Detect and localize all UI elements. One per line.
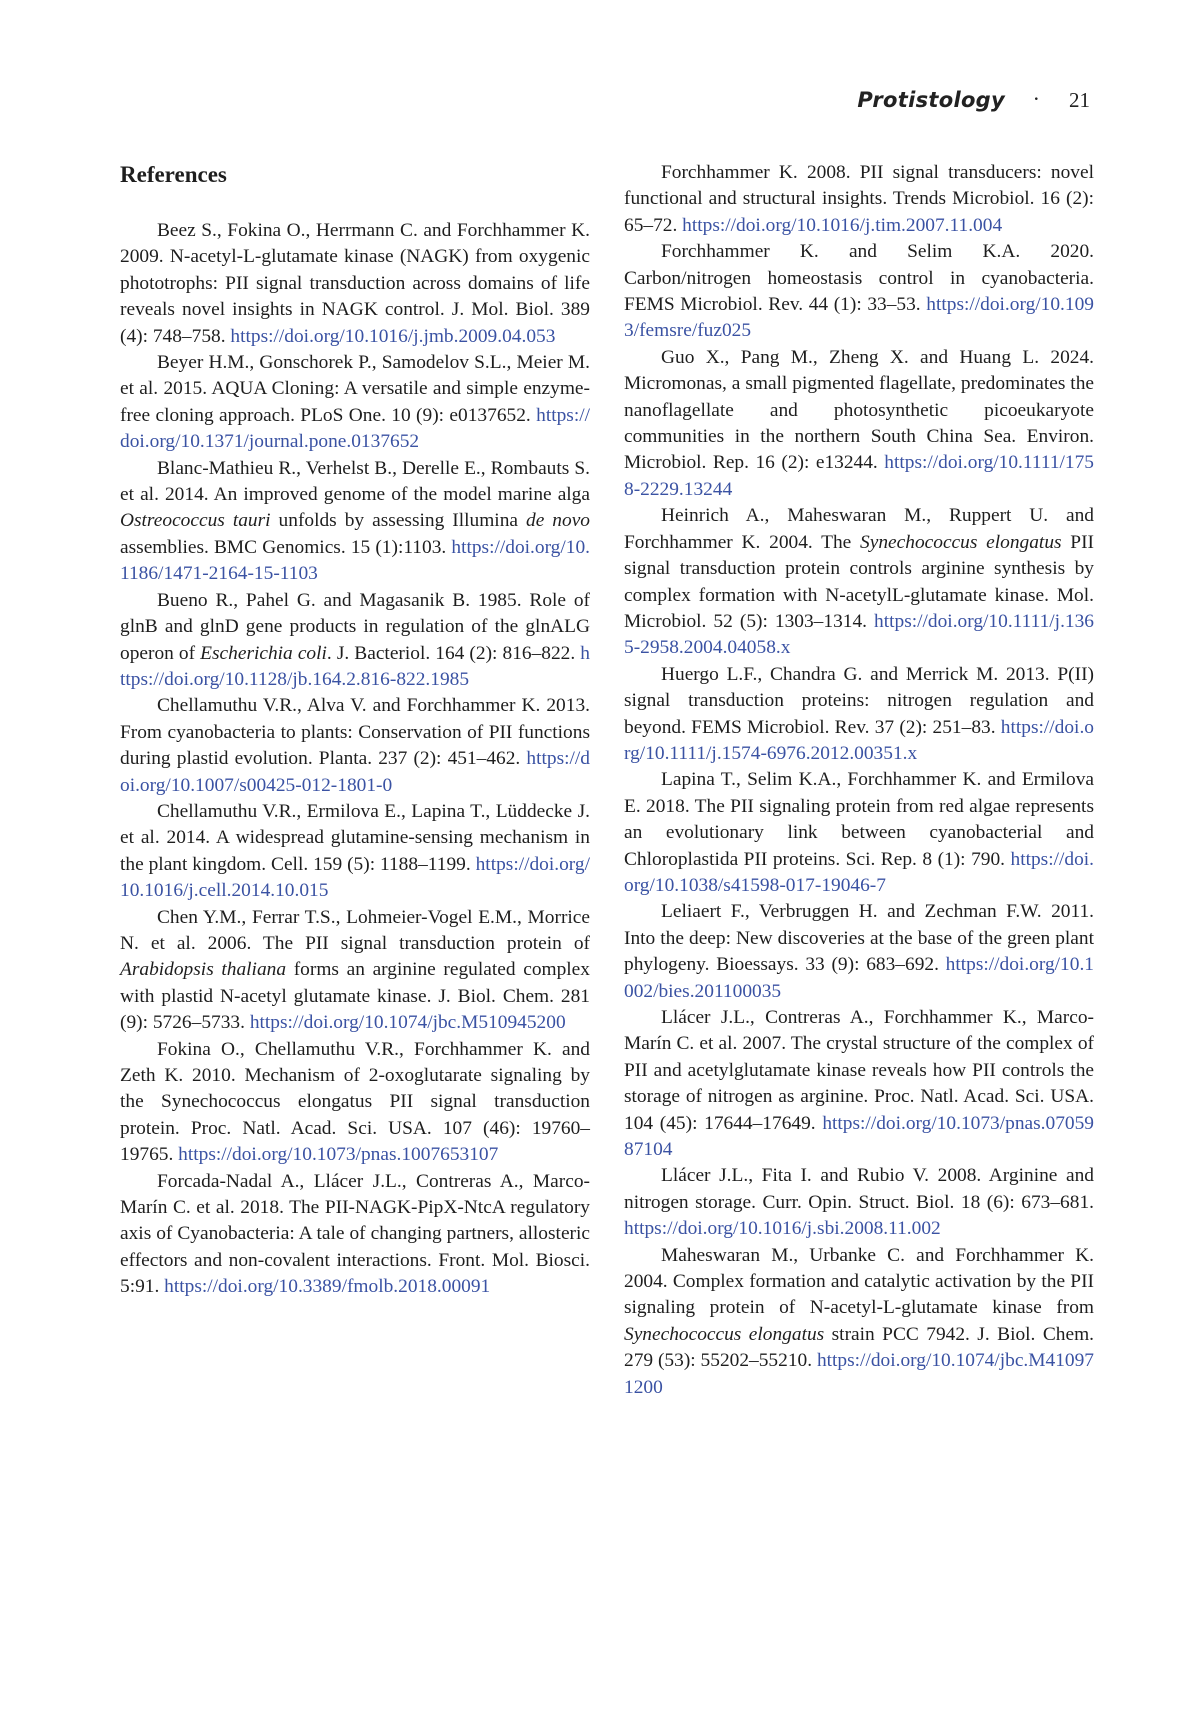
doi-link[interactable]: https://doi.org/10.1186/1471-2164-15-1103: [120, 536, 590, 585]
doi-link[interactable]: https://doi.org/10.1093/femsre/fuz025: [624, 294, 1094, 342]
journal-name: Protistology: [857, 88, 1005, 112]
reference-entry: Fokina O., Chellamuthu V.R., Forchhammer K. and Zeth K. 2010. Mechanism of 2-oxoglutarate signaling by the Synechococcus elongatus PII signal transduction protein. Proc. Natl. Acad. Sci. USA. 107 (46): 19760–19765. https://doi.org/10.1073/pnas.1007653107: [120, 1038, 590, 1166]
reference-entry: Forchhammer K. and Selim K.A. 2020. Carbon/nitrogen homeostasis control in cyanobacteria. FEMS Microbiol. Rev. 44 (1): 33–53. https://doi.org/10.1093/femsre/fuz025: [624, 241, 1094, 342]
reference-entry: Lapina T., Selim K.A., Forchhammer K. and Ermilova E. 2018. The PII signaling protein from red algae represents an evolutionary link between cyanobacterial and Chloroplastida PII proteins. Sci. Rep. 8 (1): 790. https://doi.org/10.1038/s41598-017-19046-7: [624, 769, 1094, 896]
reference-entry: Chellamuthu V.R., Alva V. and Forchhammer K. 2013. From cyanobacteria to plants: Conservation of PII functions during plastid evolution. Planta. 237 (2): 451–462. https://doi.org/10.1007/s00425-012-1801-0: [120, 695, 590, 796]
doi-link[interactable]: https://doi.org/10.1038/s41598-017-19046-7: [624, 848, 1094, 896]
reference-entry: Chellamuthu V.R., Ermilova E., Lapina T., Lüddecke J. et al. 2014. A widespread glutamine-sensing mechanism in the plant kingdom. Cell. 159 (5): 1188–1199. https://doi.org/10.1016/j.cell.2014.10.015: [120, 800, 590, 902]
doi-link[interactable]: https://doi.org/10.1074/jbc.M410971200: [624, 1350, 1094, 1398]
doi-link[interactable]: https://doi.org/10.1074/jbc.M510945200: [249, 1012, 566, 1034]
doi-link[interactable]: https://doi.org/10.1128/jb.164.2.816-822.1985: [120, 642, 590, 690]
doi-link[interactable]: https://doi.org/10.1016/j.jmb.2009.04.053: [230, 325, 556, 347]
reference-entry: Heinrich A., Maheswaran M., Ruppert U. and Forchhammer K. 2004. The Synechococcus elongatus PII signal transduction protein controls arginine synthesis by complex formation with N-acetylL-glutamate kinase. Mol. Microbiol. 52 (5): 1303–1314. https://doi.org/10.1111/j.1365-2958.2004.04058.x: [624, 505, 1095, 659]
reference-entry: Llácer J.L., Contreras A., Forchhammer K., Marco-Marín C. et al. 2007. The crystal structure of the complex of PII and acetylglutamate kinase reveals how PII controls the storage of nitrogen as arginine. Proc. Natl. Acad. Sci. USA. 104 (45): 17644–17649. https://doi.org/10.1073/pnas.0705987104: [624, 1007, 1094, 1161]
header-separator: ·: [1032, 86, 1040, 111]
reference-entry: Forchhammer K. 2008. PII signal transducers: novel functional and structural insights. Trends Microbiol. 16 (2): 65–72. https://doi.org/10.1016/j.tim.2007.11.004: [624, 162, 1094, 236]
reference-entry: Beyer H.M., Gonschorek P., Samodelov S.L., Meier M. et al. 2015. AQUA Cloning: A versatile and simple enzyme-free cloning approach. PLoS One. 10 (9): e0137652. https://doi.org/10.1371/journal.pone.0137652: [120, 352, 590, 453]
reference-entry: Llácer J.L., Fita I. and Rubio V. 2008. Arginine and nitrogen storage. Curr. Opin. Struct. Biol. 18 (6): 673–681. https://doi.org/10.1016/j.sbi.2008.11.002: [624, 1165, 1094, 1240]
reference-entry: Chen Y.M., Ferrar T.S., Lohmeier-Vogel E.M., Morrice N. et al. 2006. The PII signal transduction protein of Arabidopsis thaliana forms an arginine regulated complex with plastid N-acetyl glutamate kinase. J. Biol. Chem. 281 (9): 5726–5733. https://doi.org/10.1074/jbc.M510945200: [120, 906, 590, 1034]
reference-entry: Guo X., Pang M., Zheng X. and Huang L. 2024. Micromonas, a small pigmented flagellate, predominates the nanoflagellate and photosynthetic picoeukaryote communities in the northern South China Sea. Environ. Microbiol. Rep. 16 (2): e13244. https://doi.org/10.1111/1758-2229.13244: [624, 346, 1094, 500]
doi-link[interactable]: https://doi.org/10.1111/1758-2229.13244: [624, 452, 1094, 500]
reference-entry: Huergo L.F., Chandra G. and Merrick M. 2013. P(II) signal transduction proteins: nitrogen regulation and beyond. FEMS Microbiol. Rev. 37 (2): 251–83. https://doi.org/10.1111/j.1574-6976.2012.00351.x: [624, 663, 1094, 764]
page-number: 21: [1069, 88, 1090, 112]
doi-link[interactable]: https://doi.org/10.1111/j.1365-2958.2004.04058.x: [624, 610, 1094, 659]
right-column: [624, 160, 1094, 1401]
doi-link[interactable]: https://doi.org/10.1371/journal.pone.0137652: [120, 404, 590, 453]
doi-link[interactable]: https://doi.org/10.1007/s00425-012-1801-0: [120, 748, 590, 796]
doi-link[interactable]: https://doi.org/10.1111/j.1574-6976.2012.00351.x: [624, 716, 1094, 764]
doi-link[interactable]: https://doi.org/10.1073/pnas.0705987104: [624, 1112, 1094, 1161]
reference-entry: Beez S., Fokina O., Herrmann C. and Forchhammer K. 2009. N-acetyl-L-glutamate kinase (NAGK) from oxygenic phototrophs: PII signal transduction across domains of life reveals novel insights in NAGK control. J. Mol. Biol. 389 (4): 748–758. https://doi.org/10.1016/j.jmb.2009.04.053: [120, 220, 590, 347]
doi-link[interactable]: https://doi.org/10.1016/j.tim.2007.11.004: [682, 214, 1003, 236]
doi-link[interactable]: https://doi.org/10.3389/fmolb.2018.00091: [164, 1276, 491, 1298]
doi-link[interactable]: https://doi.org/10.1002/bies.201100035: [624, 954, 1094, 1002]
reference-entry: Blanc-Mathieu R., Verhelst B., Derelle E., Rombauts S. et al. 2014. An improved genome of the model marine alga Ostreococcus tauri unfolds by assessing Illumina de novo assemblies. BMC Genomics. 15 (1):1103. https://doi.org/10.1186/1471-2164-15-1103: [120, 457, 590, 585]
section-title: References: [120, 162, 227, 187]
reference-entry: Maheswaran M., Urbanke C. and Forchhammer K. 2004. Complex formation and catalytic activation by the PII signaling protein of N-acetyl-L-glutamate kinase from Synechococcus elongatus strain PCC 7942. J. Biol. Chem. 279 (53): 55202–55210. https://doi.org/10.1074/jbc.M410971200: [624, 1244, 1094, 1398]
reference-entry: Forcada-Nadal A., Llácer J.L., Contreras A., Marco-Marín C. et al. 2018. The PII-NAGK-PipX-NtcA regulatory axis of Cyanobacteria: A tale of changing partners, allosteric effectors and non-covalent interactions. Front. Mol. Biosci. 5:91. https://doi.org/10.3389/fmolb.2018.00091: [120, 1170, 590, 1298]
reference-entry: Leliaert F., Verbruggen H. and Zechman F.W. 2011. Into the deep: New discoveries at the base of the green plant phylogeny. Bioessays. 33 (9): 683–692. https://doi.org/10.1002/bies.201100035: [624, 901, 1094, 1002]
doi-link[interactable]: https://doi.org/10.1016/j.cell.2014.10.015: [120, 853, 590, 902]
left-column: [120, 162, 590, 1301]
doi-link[interactable]: https://doi.org/10.1016/j.sbi.2008.11.002: [624, 1218, 941, 1240]
doi-link[interactable]: https://doi.org/10.1073/pnas.1007653107: [178, 1144, 499, 1166]
running-header: [0, 88, 1200, 116]
reference-entry: Bueno R., Pahel G. and Magasanik B. 1985. Role of glnB and glnD gene products in regulation of the glnALG operon of Escherichia coli. J. Bacteriol. 164 (2): 816–822. https://doi.org/10.1128/jb.164.2.816-822.1985: [120, 589, 590, 690]
